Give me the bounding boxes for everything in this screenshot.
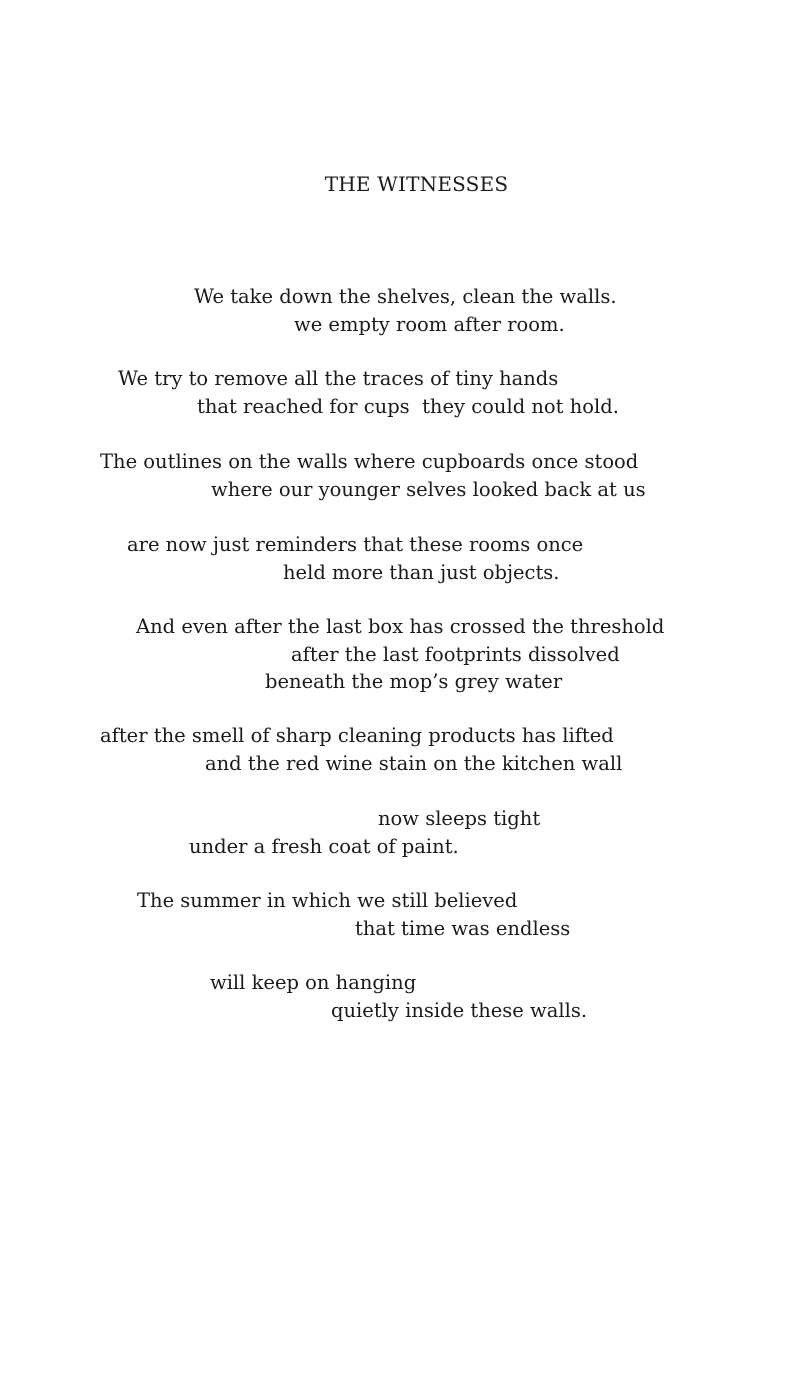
poem-line: under a fresh coat of paint. — [189, 835, 459, 858]
poem-title: THE WITNESSES — [324, 172, 509, 196]
poem-line: after the smell of sharp cleaning products has lifted — [100, 724, 614, 747]
poem-line: We try to remove all the traces of tiny hands — [118, 367, 559, 390]
poem-line: The outlines on the walls where cupboards once stood — [100, 450, 639, 473]
poem-line: where our younger selves looked back at us — [211, 478, 646, 501]
poem-line: And even after the last box has crossed the threshold — [136, 615, 665, 638]
poem-line: are now just reminders that these rooms once — [127, 533, 584, 556]
poem-line: after the last footprints dissolved — [291, 643, 620, 666]
poem-line: The summer in which we still believed — [137, 889, 518, 912]
poem-line: will keep on hanging — [210, 971, 417, 994]
poem-line: quietly inside these walls. — [331, 999, 588, 1022]
poem-line: and the red wine stain on the kitchen wall — [205, 752, 623, 775]
poem-line: held more than just objects. — [283, 561, 560, 584]
poem-line: We take down the shelves, clean the walls. — [194, 285, 617, 308]
poem-line: we empty room after room. — [294, 313, 565, 336]
poem-line: that reached for cups they could not hold. — [197, 395, 619, 418]
poem-line: now sleeps tight — [378, 807, 541, 830]
poem-line: beneath the mop’s grey water — [265, 670, 563, 693]
poem-line: that time was endless — [355, 917, 571, 940]
